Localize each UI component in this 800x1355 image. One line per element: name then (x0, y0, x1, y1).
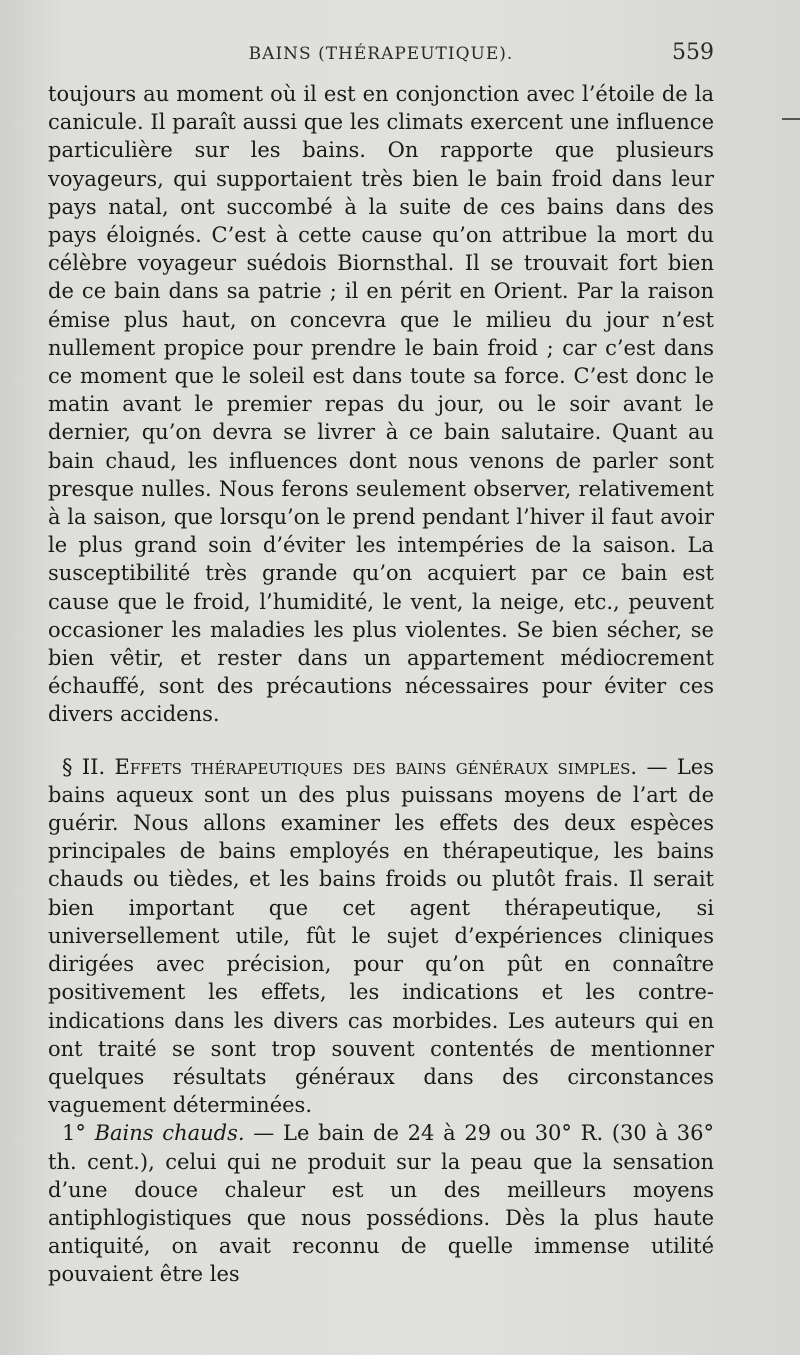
section-title: Effets thérapeutiques des bains généraux simples. (114, 754, 638, 779)
body-text (48, 80, 714, 1289)
section-paragraph (48, 753, 714, 1120)
section-number: § II. (62, 754, 106, 779)
page-edge-mark (782, 118, 800, 120)
subsection-number: 1° (62, 1121, 86, 1146)
subsection-paragraph (48, 1119, 714, 1288)
page-header (48, 38, 714, 78)
page-number: 559 (672, 40, 714, 65)
subsection-title: Bains chauds. (94, 1121, 245, 1146)
section-text: — Les bains aqueux sont un des plus puissans moyens de l’art de guérir. Nous allons examiner les effets des deux espèces principales de bains employés en thérapeutique, les bains chauds ou tièdes, et les bains froids ou plutôt frais. Il serait bien important que cet agent thérapeutique, si universellement utile, fût le sujet d’expériences cliniques dirigées avec précision, pour qu’on pût en connaître positivement les effets, les indications et les contre-indications dans les divers cas morbides. Les auteurs qui en ont traité se sont trop souvent contentés de mentionner quelques résultats généraux dans des circonstances vaguement déterminées. (48, 754, 714, 1118)
subsection-text: — Le bain de 24 à 29 ou 30° R. (30 à 36° th. cent.), celui qui ne produit sur la peau que la sensation d’une douce chaleur est un des meilleurs moyens antiphlogistiques que nous possédions. Dès la plus haute antiquité, on avait reconnu de quelle immense utilité pouvaient être les (48, 1121, 714, 1287)
paragraph: toujours au moment où il est en conjonction avec l’étoile de la canicule. Il paraît aussi que les climats exercent une influence particulière sur les bains. On rapporte que plusieurs voyageurs, qui supportaient très bien le bain froid dans leur pays natal, ont succombé à la suite de ces bains dans des pays éloignés. C’est à cette cause qu’on attribue la mort du célèbre voyageur suédois Biornsthal. Il se trouvait fort bien de ce bain dans sa patrie ; il en périt en Orient. Par la raison émise plus haut, on concevra que le milieu du jour n’est nullement propice pour prendre le bain froid ; car c’est dans ce moment que le soleil est dans toute sa force. C’est donc le matin avant le premier repas du jour, ou le soir avant le dernier, qu’on devra se livrer à ce bain salutaire. Quant au bain chaud, les influences dont nous venons de parler sont presque nulles. Nous ferons seulement observer, relativement à la saison, que lorsqu’on le prend pendant l’hiver il faut avoir le plus grand soin d’éviter les intempéries de la saison. La susceptibilité très grande qu’on acquiert par ce bain est cause que le froid, l’humidité, le vent, la neige, etc., peuvent occasioner les maladies les plus violentes. Se bien sécher, se bien vêtir, et rester dans un appartement médiocrement échauffé, sont des précautions nécessaires pour éviter ces divers accidens. (48, 82, 714, 727)
running-head: BAINS (THÉRAPEUTIQUE). (248, 44, 514, 64)
